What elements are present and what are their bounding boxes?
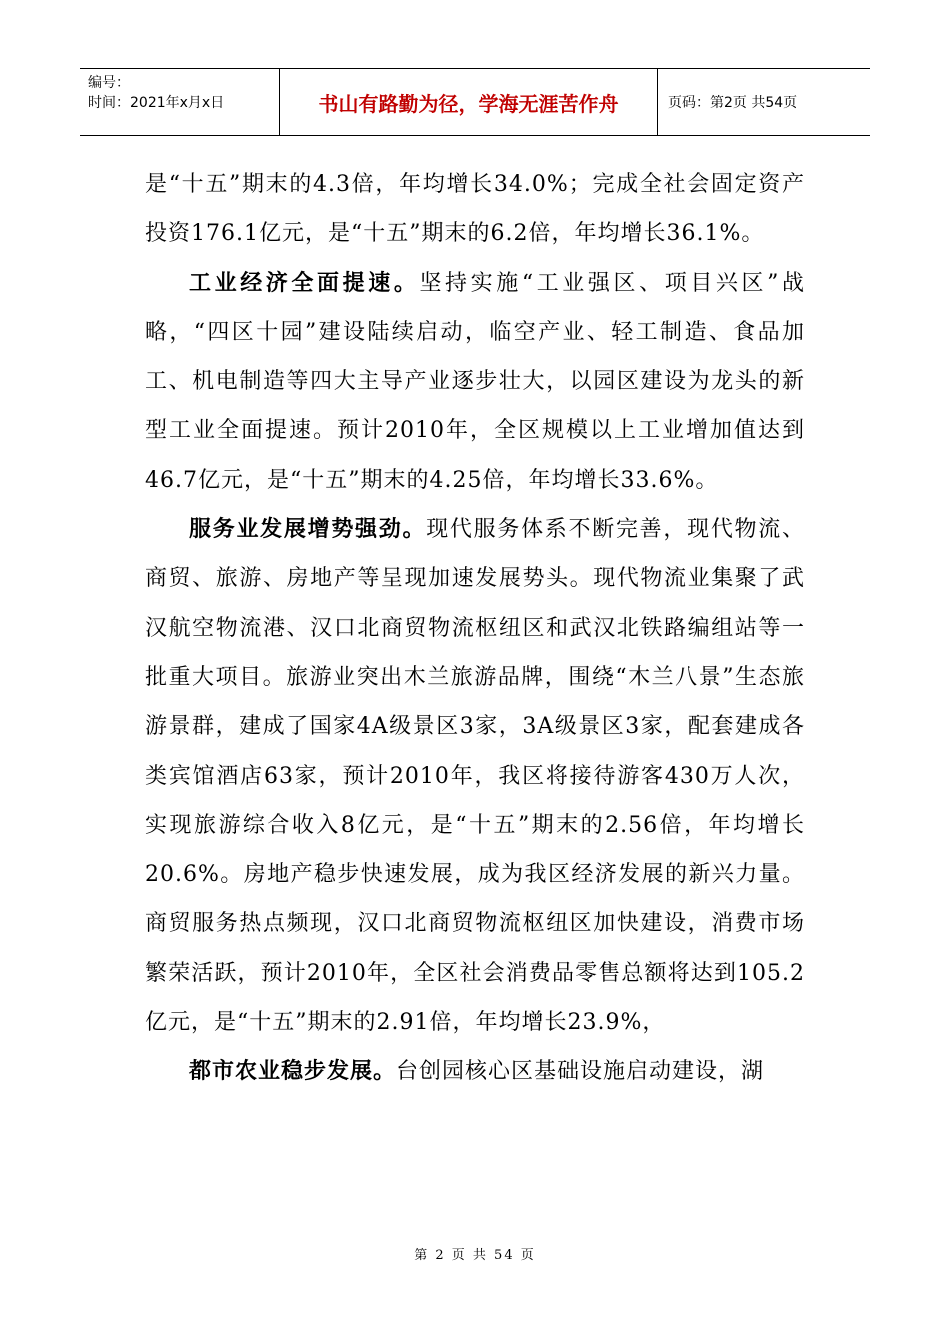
page-footer: 第 2 页 共 54 页 (414, 1248, 536, 1263)
paragraph-body-industry: 坚持实施“工业强区、项目兴区”战略，“四区十园”建设陆续启动，临空产业、轻工制造、食品加工、机电制造等四大主导产业逐步壮大，以园区建设为龙头的新型工业全面提速。预计2010年，全区规模以上工业增加值达到46.7亿元，是“十五”期末的4.25倍，年均增长33.6%。 (145, 270, 805, 493)
header-meta (80, 69, 280, 135)
paragraph-lead-agriculture: 都市农业稳步发展。 (189, 1059, 397, 1085)
paragraph-services (145, 505, 805, 1047)
paragraph-industry (145, 259, 805, 505)
document-body (145, 160, 805, 1097)
header-motto: 书山有路勤为径，学海无涯苦作舟 (280, 69, 658, 135)
header-page-info: 页码：第2页 共54页 (668, 95, 798, 111)
paragraph-lead-industry: 工业经济全面提速。 (189, 270, 420, 296)
paragraph-lead-services: 服务业发展增势强劲。 (189, 517, 427, 543)
document-time-label: 时间：2021年x月x日 (88, 95, 225, 111)
page-header (80, 68, 870, 136)
document-number-label: 编号： (88, 75, 130, 91)
paragraph-continued: 是“十五”期末的4.3倍，年均增长34.0%；完成全社会固定资产投资176.1亿元，是“十五”期末的6.2倍，年均增长36.1%。 (145, 172, 805, 247)
paragraph-body-services: 现代服务体系不断完善，现代物流、商贸、旅游、房地产等呈现加速发展势头。现代物流业集聚了武汉航空物流港、汉口北商贸物流枢纽区和武汉北铁路编组站等一批重大项目。旅游业突出木兰旅游品牌，围绕“木兰八景”生态旅游景群，建成了国家4A级景区3家，3A级景区3家，配套建成各类宾馆酒店63家，预计2010年，我区将接待游客430万人次，实现旅游综合收入8亿元，是“十五”期末的2.56倍，年均增长20.6%。房地产稳步快速发展，成为我区经济发展的新兴力量。商贸服务热点频现，汉口北商贸物流枢纽区加快建设，消费市场繁荣活跃，预计2010年，全区社会消费品零售总额将达到105.2亿元，是“十五”期末的2.91倍，年均增长23.9%， (145, 517, 805, 1036)
paragraph-body-agriculture: 台创园核心区基础设施启动建设，湖 (396, 1059, 765, 1085)
paragraph-agriculture (145, 1047, 805, 1096)
